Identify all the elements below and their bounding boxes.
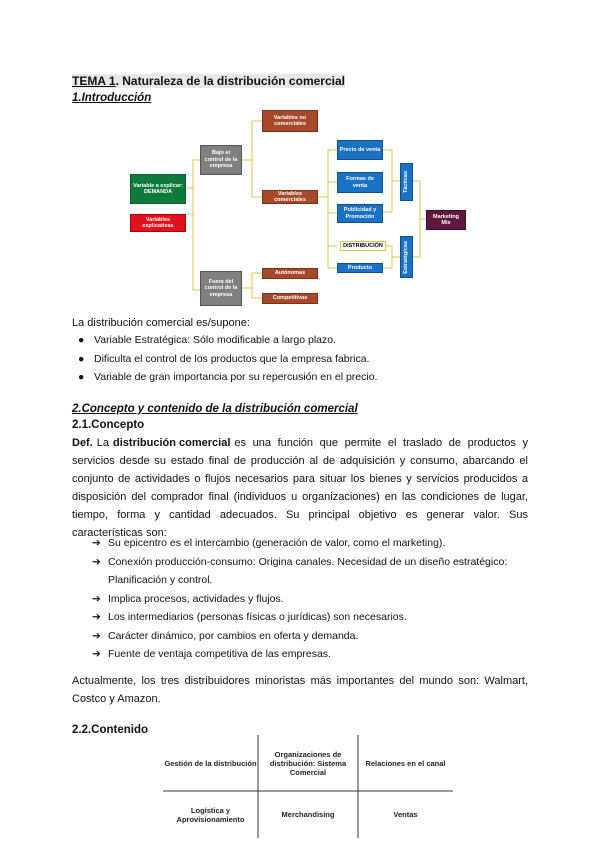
actualmente-paragraph: Actualmente, los tres distribuidores minoristas más importantes del mundo son: Walmart, Costco y Amazon. bbox=[72, 675, 528, 705]
demand-node: Variable a explicar: DEMANDA bbox=[130, 174, 186, 204]
estrategicas-label: Estratégicas bbox=[403, 240, 410, 274]
arrow-right-icon: ➔ bbox=[92, 537, 101, 549]
list-item: Planificación y control. bbox=[108, 574, 213, 586]
intro-bullets bbox=[72, 331, 542, 387]
autonomas-node: Autónomas bbox=[262, 268, 318, 279]
arrow-right-icon: ➔ bbox=[92, 611, 101, 623]
list-item: ➔ Su epicentro es el intercambio (generación de valor, como el marketing). bbox=[86, 534, 536, 553]
publicidad-node: Publicidad y Promoción bbox=[337, 204, 383, 223]
table-cell: Logística y Aprovisionamiento bbox=[176, 805, 245, 824]
bullet-dot-icon: ● bbox=[78, 371, 85, 383]
section-intro-title: 1.Introducción bbox=[72, 92, 152, 104]
tacticas-label: Tácticas bbox=[403, 170, 410, 193]
subsection-concept: 2.1.Concepto bbox=[72, 419, 145, 431]
tema-label: TEMA 1 bbox=[72, 74, 116, 88]
bullet-dot-icon: ● bbox=[78, 334, 85, 346]
list-item: ● Dificulta el control de los productos que la empresa fabrica. bbox=[72, 350, 542, 369]
table-cell: Relaciones en el canal bbox=[365, 758, 446, 768]
explicativas-node: Variables explicativas bbox=[130, 214, 186, 232]
table-cell: Ventas bbox=[393, 810, 418, 819]
characteristics-list bbox=[86, 534, 536, 664]
precio-node: Precio de venta bbox=[337, 140, 383, 160]
list-item: ➔ Implica procesos, actividades y flujos. bbox=[86, 590, 536, 609]
table-cell: Organizaciones de distribución: Sistema Comercial bbox=[269, 749, 347, 777]
list-item: ➔ Conexión producción-consumo: Origina canales. Necesidad de un diseño estratégico: bbox=[86, 553, 536, 572]
list-item: ● Variable de gran importancia por su repercusión en el precio. bbox=[72, 368, 542, 387]
producto-node: Producto bbox=[337, 263, 383, 273]
formas-node: Formas de venta bbox=[337, 172, 383, 193]
def-label: Def. bbox=[72, 437, 93, 449]
marketing-mix-node: Marketing Mix bbox=[426, 210, 466, 230]
fuera-control-node: Fuera del control de la empresa bbox=[200, 271, 242, 306]
table-cell: Merchandising bbox=[281, 810, 335, 819]
intro-lead: La distribución comercial es/supone: bbox=[72, 317, 250, 329]
section-concept-title: 2.Concepto y contenido de la distribución comercial bbox=[72, 403, 358, 415]
arrow-right-icon: ➔ bbox=[92, 555, 101, 568]
list-item: ➔ Fuente de ventaja competitiva de las empresas. bbox=[86, 645, 536, 664]
def-term: distribución comercial bbox=[113, 437, 231, 449]
definition-paragraph: Def. La distribución comercial es una función que permite el traslado de productos y servicios desde su estado final de producción al de adquisición y consumo, abarcando el conjunto de actividades o flujos necesarios para situar los bienes y servicios producidos a disposición del comprador final (individuos u organizaciones) en las condiciones de lugar, tiempo, forma y cantidad adecuados. Su principal objetivo es generar valor. Sus características son: bbox=[72, 434, 528, 542]
bullet-dot-icon: ● bbox=[78, 352, 85, 365]
comerciales-node: Variables comerciales bbox=[262, 190, 318, 204]
marketing-diagram bbox=[0, 0, 600, 320]
arrow-right-icon: ➔ bbox=[92, 648, 101, 660]
arrow-right-icon: ➔ bbox=[92, 629, 101, 642]
content-table bbox=[163, 735, 453, 838]
list-item: ● Variable Estratégica: Sólo modificable a largo plazo. bbox=[72, 331, 542, 350]
estrategicas-node bbox=[400, 236, 413, 278]
table-cell: Gestión de la distribución bbox=[164, 758, 257, 768]
subsection-content: 2.2.Contenido bbox=[72, 724, 149, 736]
list-item: ➔ Los intermediarios (personas físicas o jurídicas) son necesarios. bbox=[86, 608, 536, 627]
arrow-right-icon: ➔ bbox=[92, 592, 101, 605]
tacticas-node bbox=[400, 163, 413, 201]
competitivas-node: Competitivas bbox=[262, 293, 318, 304]
bajo-control-node: Bajo el control de la empresa bbox=[200, 145, 242, 175]
no-comerciales-node: Variables no comerciales bbox=[262, 110, 318, 132]
list-item: ➔ Carácter dinámico, por cambios en oferta y demanda. bbox=[86, 627, 536, 646]
tema-title: . Naturaleza de la distribución comercial bbox=[115, 74, 345, 88]
distribucion-node: DISTRIBUCIÓN bbox=[340, 241, 386, 251]
